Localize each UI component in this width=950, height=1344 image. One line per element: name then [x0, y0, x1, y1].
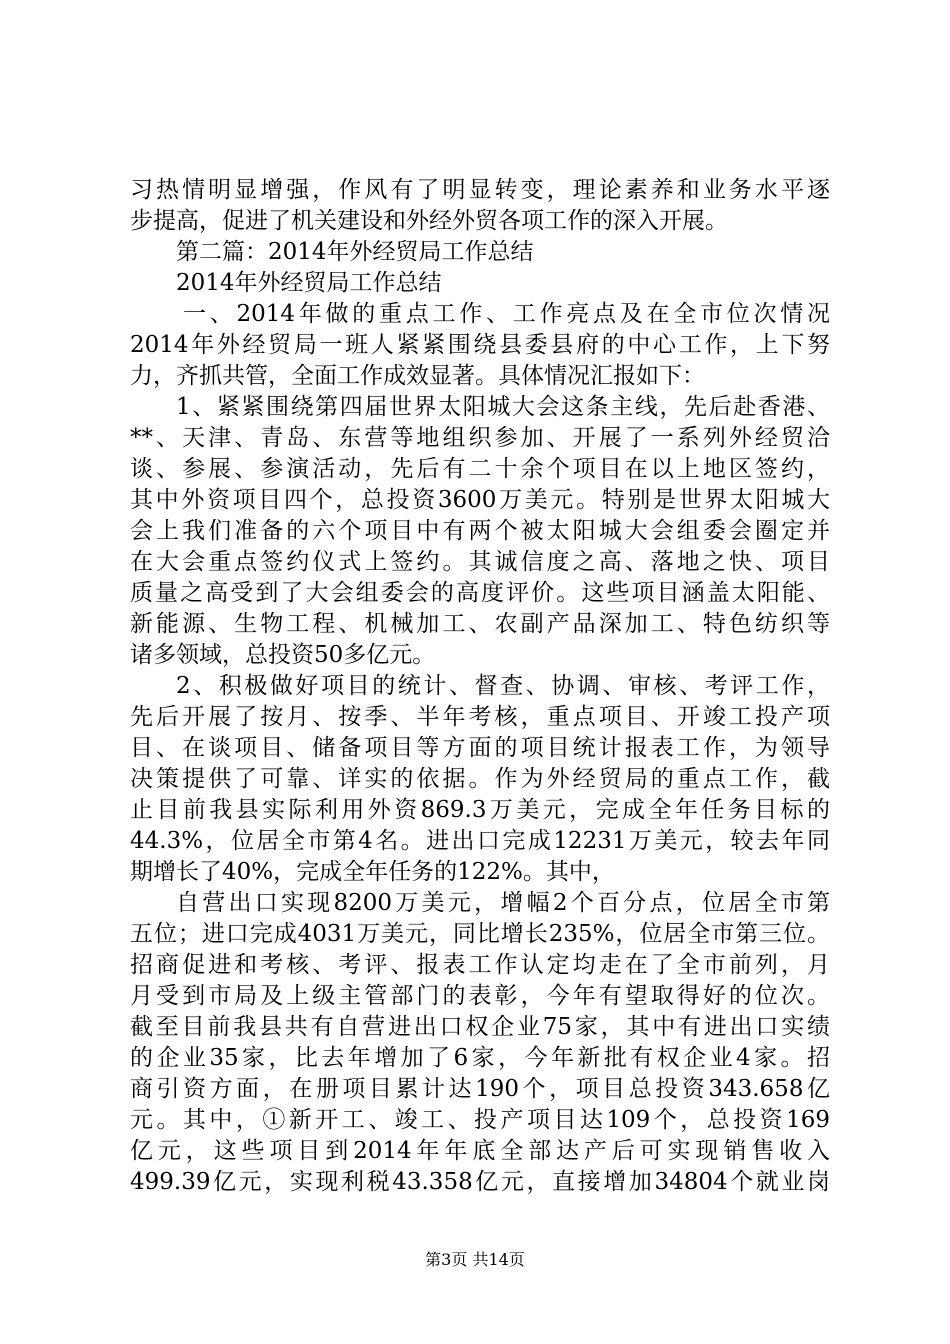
text-line: **、天津、青岛、东营等地组织参加、开展了一系列外经贸洽 — [130, 425, 830, 451]
text-line: 亿元，这些项目到2014年年底全部达产后可实现销售收入 — [130, 1138, 830, 1164]
text-line: 习热情明显增强，作风有了明显转变，理论素养和业务水平逐 — [130, 177, 830, 203]
text-line: 在大会重点签约仪式上签约。其诚信度之高、落地之快、项目 — [130, 549, 830, 575]
text-line: 招商促进和考核、考评、报表工作认定均走在了全市前列，月 — [130, 952, 830, 978]
text-line: 的企业35家，比去年增加了6家，今年新批有权企业4家。招 — [130, 1045, 830, 1071]
text-line: 2、积极做好项目的统计、督查、协调、审核、考评工作， — [176, 673, 830, 699]
text-line: 2014年外经贸局一班人紧紧围绕县委县府的中心工作，上下努 — [130, 332, 830, 358]
text-line: 五位；进口完成4031万美元，同比增长235%，位居全市第三位。 — [130, 921, 830, 947]
text-line: 先后开展了按月、按季、半年考核，重点项目、开竣工投产项 — [130, 704, 830, 730]
text-line: 44.3%，位居全市第4名。进出口完成12231万美元，较去年同 — [130, 828, 830, 854]
text-line: 其中外资项目四个，总投资3600万美元。特别是世界太阳城大 — [130, 487, 830, 513]
text-line: 期增长了40%，完成全年任务的122%。其中， — [130, 859, 615, 885]
text-line: 质量之高受到了大会组委会的高度评价。这些项目涵盖太阳能、 — [130, 580, 830, 606]
text-line: 499.39亿元，实现利税43.358亿元，直接增加34804个就业岗 — [130, 1169, 830, 1195]
text-line: 截至目前我县共有自营进出口权企业75家，其中有进出口实绩 — [130, 1014, 830, 1040]
text-line: 2014年外经贸局工作总结 — [176, 270, 442, 296]
page-number: 第3页 共14页 — [425, 1250, 525, 1269]
text-line: 自营出口实现8200万美元，增幅2个百分点，位居全市第 — [176, 890, 830, 916]
text-line: 谈、参展、参演活动，先后有二十余个项目在以上地区签约， — [130, 456, 830, 482]
text-line: 月受到市局及上级主管部门的表彰，今年有望取得好的位次。 — [130, 983, 830, 1009]
text-line: 力，齐抓共管，全面工作成效显著。具体情况汇报如下： — [130, 363, 705, 389]
text-line: 第二篇：2014年外经贸局工作总结 — [176, 239, 534, 265]
text-line: 步提高，促进了机关建设和外经外贸各项工作的深入开展。 — [130, 208, 728, 234]
text-line: 会上我们准备的六个项目中有两个被太阳城大会组委会圈定并 — [130, 518, 830, 544]
text-line: 新能源、生物工程、机械加工、农副产品深加工、特色纺织等 — [130, 611, 830, 637]
text-line: 诸多领域，总投资50多亿元。 — [130, 642, 436, 668]
text-line: 元。其中，①新开工、竣工、投产项目达109个，总投资169 — [130, 1107, 830, 1133]
text-line: 1、紧紧围绕第四届世界太阳城大会这条主线，先后赴香港、 — [176, 394, 830, 420]
text-line: 一、2014年做的重点工作、工作亮点及在全市位次情况 — [183, 301, 830, 327]
text-line: 止目前我县实际利用外资869.3万美元，完成全年任务目标的 — [130, 797, 830, 823]
text-line: 决策提供了可靠、详实的依据。作为外经贸局的重点工作，截 — [130, 766, 830, 792]
text-line: 目、在谈项目、储备项目等方面的项目统计报表工作，为领导 — [130, 735, 830, 761]
text-line: 商引资方面，在册项目累计达190个，项目总投资343.658亿 — [130, 1076, 830, 1102]
document-body — [130, 175, 830, 1198]
